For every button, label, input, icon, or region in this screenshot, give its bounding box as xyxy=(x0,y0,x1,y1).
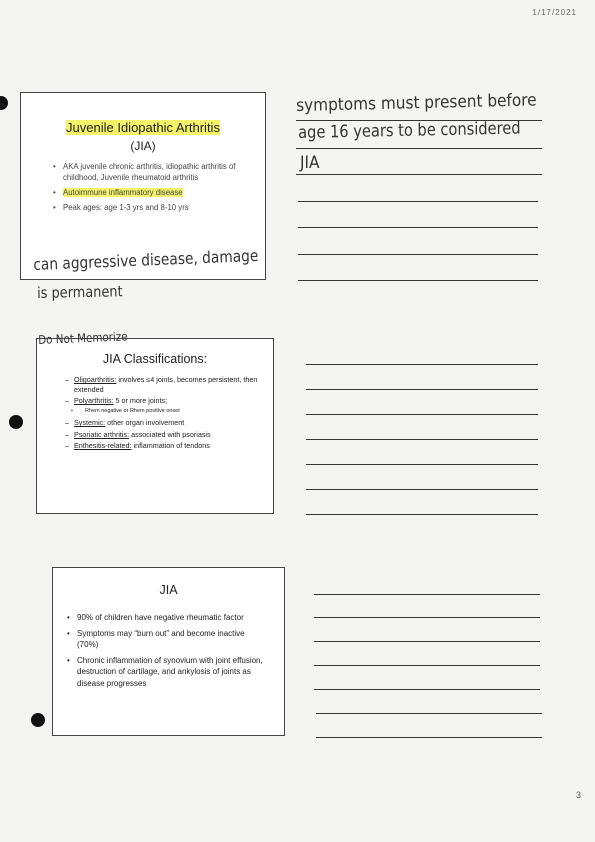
note-line xyxy=(298,280,538,281)
note-line xyxy=(306,464,538,465)
slide-classification-list xyxy=(65,375,259,451)
page-corner-mark: 3 xyxy=(575,790,581,800)
note-line xyxy=(316,713,542,714)
note-line xyxy=(306,439,538,440)
handwritten-note: can aggressive disease, damage xyxy=(33,245,259,274)
list-item: – Polyarthritis: 5 or more joints; xyxy=(65,396,259,406)
list-item: • Chronic inflammation of synovium with joint effusion, destruction of cartilage, and ankylosis of joints as disease progresses xyxy=(67,655,268,690)
note-line xyxy=(298,254,538,255)
list-item: • Peak ages: age 1-3 yrs and 8-10 yrs xyxy=(53,202,251,213)
handwritten-note: symptoms must present before xyxy=(296,90,537,116)
list-item: – Oligoarthritis: involves ≤4 joints, becomes persistent, then extended xyxy=(65,375,259,394)
slide-bullet-list xyxy=(53,161,251,213)
list-item: – Enthesitis-related: inflammation of tendons xyxy=(65,441,259,451)
handwritten-note: age 16 years to be considered xyxy=(298,118,521,143)
slide-jia-classifications xyxy=(36,338,274,514)
note-line xyxy=(314,665,540,666)
punch-hole-top xyxy=(0,96,8,110)
handwritten-note: Do Not Memorize xyxy=(38,329,128,347)
slide-title-text: Juvenile Idiopathic Arthritis xyxy=(66,120,220,135)
list-item: • AKA juvenile chronic arthritis, idiopathic arthritis of childhood, Juvenile rheumatoid arthritis xyxy=(53,161,251,183)
list-item: • Rhem negative or Rhem positive onset xyxy=(71,407,259,417)
slide-bullet-list xyxy=(67,612,268,689)
note-line xyxy=(316,737,542,738)
note-line xyxy=(314,641,540,642)
note-line xyxy=(306,489,538,490)
note-line xyxy=(314,594,540,595)
list-item: – Psoriatic arthritis: associated with psoriasis xyxy=(65,430,259,440)
note-line xyxy=(314,617,540,618)
punch-hole-middle xyxy=(9,415,23,429)
list-item: • 90% of children have negative rheumatic factor xyxy=(67,612,268,624)
slide-subtitle: (JIA) xyxy=(130,139,156,153)
note-line xyxy=(314,689,540,690)
note-line xyxy=(306,414,538,415)
note-line xyxy=(306,514,538,515)
note-line xyxy=(298,227,538,228)
handwritten-note: JIA xyxy=(300,153,320,173)
slide-jia xyxy=(52,567,285,736)
list-item: • Autoimmune inflammatory disease xyxy=(53,187,251,198)
punch-hole-bottom xyxy=(31,713,45,727)
slide-title: JIA Classifications: xyxy=(102,352,208,366)
note-line xyxy=(296,148,542,149)
note-line xyxy=(296,174,542,175)
note-line xyxy=(306,389,538,390)
list-item: • Symptoms may “burn out” and become inactive (70%) xyxy=(67,628,268,651)
note-line xyxy=(298,201,538,202)
slide-title xyxy=(21,119,265,136)
handwritten-note: is permanent xyxy=(37,282,123,302)
list-item: – Systemic: other organ involvement xyxy=(65,418,259,428)
note-line xyxy=(306,364,538,365)
slide-title: JIA xyxy=(159,583,178,597)
page-date-mark: 1/17/2021 xyxy=(532,8,577,17)
